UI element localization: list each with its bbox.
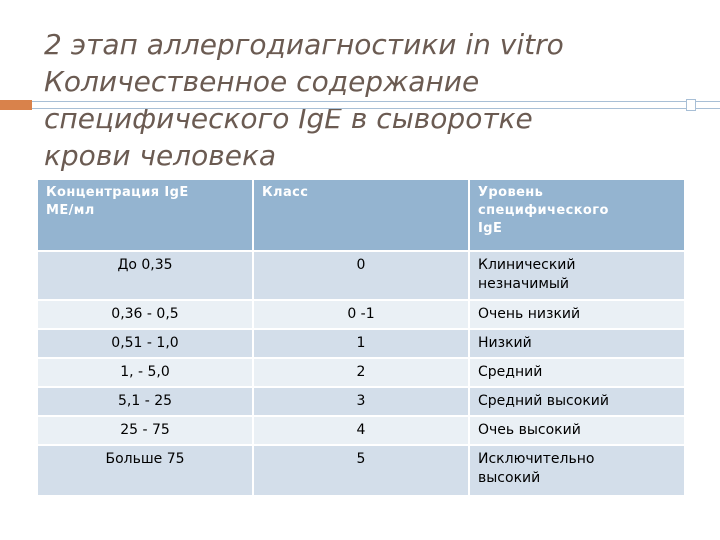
title-line: специфического IgE в сыворотке <box>44 102 533 135</box>
header-text-line: МЕ/мл <box>46 203 95 218</box>
title-line: Количественное содержание <box>44 65 480 98</box>
cell-level-line: Исключительно <box>478 451 595 467</box>
header-text-line: Класс <box>262 185 309 200</box>
cell-level-line: высокий <box>478 470 541 486</box>
table-row <box>37 300 685 329</box>
cell-level-line: Средний высокий <box>478 393 609 409</box>
cell-level <box>469 329 685 358</box>
cell-concentration: 0,51 - 1,0 <box>37 329 253 358</box>
cell-class: 1 <box>253 329 469 358</box>
cell-concentration: Больше 75 <box>37 445 253 496</box>
accent-bar-orange <box>0 100 32 110</box>
cell-concentration: До 0,35 <box>37 251 253 300</box>
cell-level <box>469 416 685 445</box>
table-row <box>37 251 685 300</box>
cell-concentration: 25 - 75 <box>37 416 253 445</box>
cell-level-line: Низкий <box>478 335 532 351</box>
cell-level <box>469 387 685 416</box>
header-concentration <box>37 179 253 251</box>
cell-level <box>469 445 685 496</box>
table-row <box>37 387 685 416</box>
table-header-row <box>37 179 685 251</box>
table-row <box>37 416 685 445</box>
cell-class: 2 <box>253 358 469 387</box>
accent-divider-box <box>686 99 696 111</box>
table-row <box>37 445 685 496</box>
header-text-line: IgE <box>478 221 503 236</box>
title-line: крови человека <box>44 139 277 172</box>
cell-class: 3 <box>253 387 469 416</box>
slide-title <box>44 26 684 174</box>
header-text-line: Уровень <box>478 185 544 200</box>
header-level <box>469 179 685 251</box>
cell-class: 0 -1 <box>253 300 469 329</box>
cell-level <box>469 358 685 387</box>
cell-class: 4 <box>253 416 469 445</box>
table-row <box>37 358 685 387</box>
ige-levels-table <box>36 178 686 497</box>
accent-divider-line <box>32 101 720 109</box>
header-text-line: Концентрация IgE <box>46 185 189 200</box>
cell-class: 5 <box>253 445 469 496</box>
table-row <box>37 329 685 358</box>
header-class <box>253 179 469 251</box>
cell-level-line: Очеь высокий <box>478 422 581 438</box>
cell-concentration: 1, - 5,0 <box>37 358 253 387</box>
cell-level-line: Средний <box>478 364 543 380</box>
cell-level <box>469 251 685 300</box>
header-text-line: специфического <box>478 203 609 218</box>
cell-level <box>469 300 685 329</box>
cell-level-line: незначимый <box>478 276 570 292</box>
cell-class: 0 <box>253 251 469 300</box>
cell-level-line: Очень низкий <box>478 306 581 322</box>
cell-concentration: 0,36 - 0,5 <box>37 300 253 329</box>
cell-concentration: 5,1 - 25 <box>37 387 253 416</box>
title-line: 2 этап аллергодиагностики in vitro <box>44 28 564 61</box>
cell-level-line: Клинический <box>478 257 576 273</box>
